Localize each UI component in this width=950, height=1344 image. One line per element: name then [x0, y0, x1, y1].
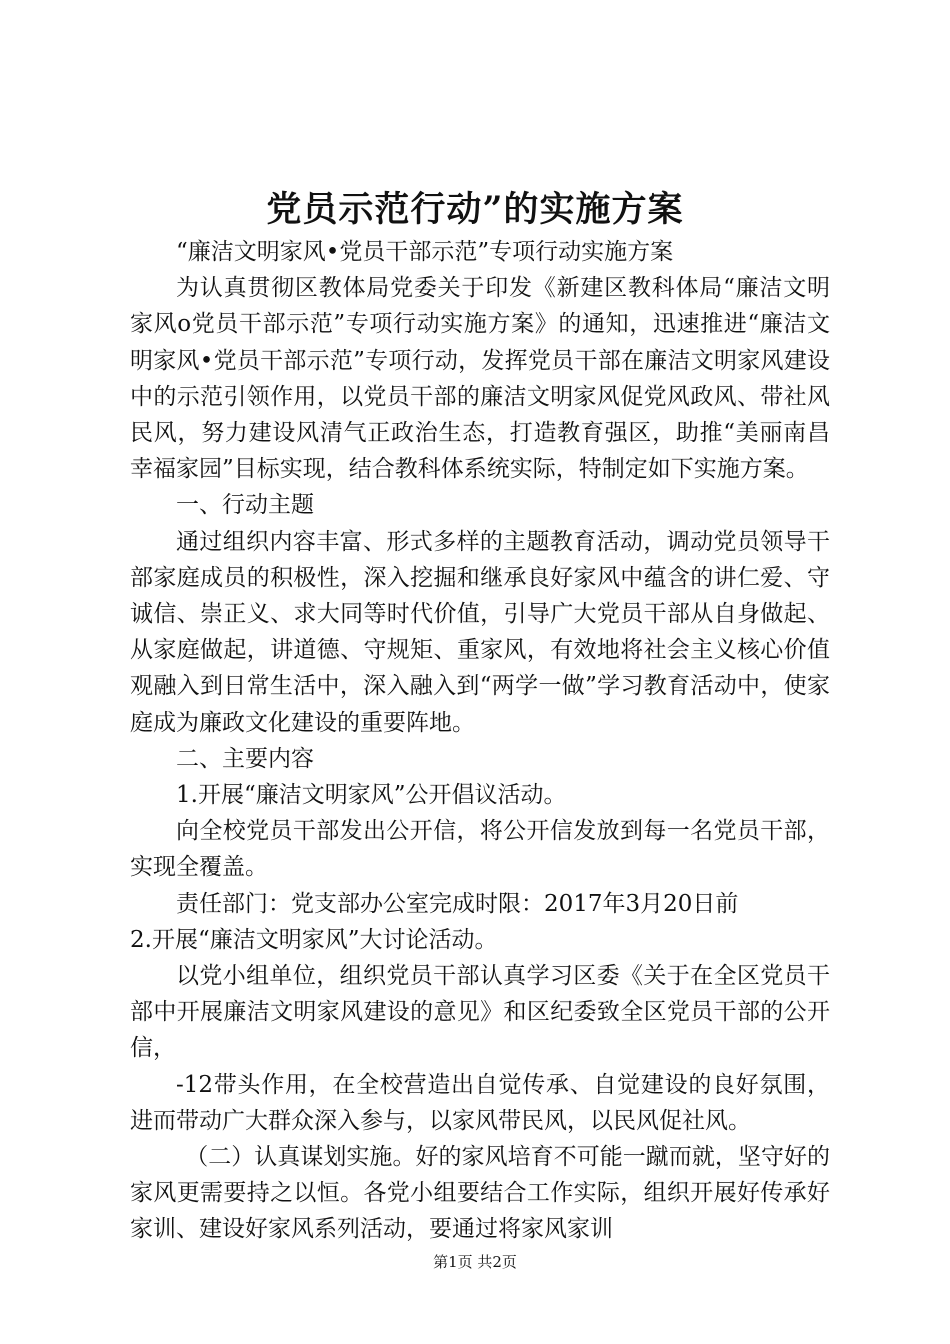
section-heading-theme: 一、行动主题 [176, 492, 314, 519]
intro-paragraph: 为认真贯彻区教体局党委关于印发《新建区教科体局“廉洁文明家风o党员干部示范”专项行动实施方案》的通知，迅速推进“廉洁文明家风•党员干部示范”专项行动，发挥党员干部在廉洁文明家风建设中的示范引领作用，以党员干部的廉洁文明家风促党风政风、带社风民风，努力建设风清气正政治生态，打造教育强区，助推“美丽南昌幸福家园”目标实现，结合教科体系统实际，特制定如下实施方案。 [130, 275, 830, 483]
item-1-heading: 1.开展“廉洁文明家风”公开倡议活动。 [176, 782, 567, 809]
responsibility-line: 责任部门：党支部办公室完成时限：2017年3月20日前 [176, 890, 739, 917]
theme-paragraph: 通过组织内容丰富、形式多样的主题教育活动，调动党员领导干部家庭成员的积极性，深入挖掘和继承良好家风中蕴含的讲仁爱、守诚信、崇正义、求大同等时代价值，引导广大党员干部从自身做起、从家庭做起，讲道德、守规矩、重家风，有效地将社会主义核心价值观融入到日常生活中，深入融入到“两学一做”学习教育活动中，使家庭成为廉政文化建设的重要阵地。 [130, 528, 830, 736]
implementation-paragraph: （二）认真谋划实施。好的家风培育不可能一蹴而就，坚守好的家风更需要持之以恒。各党小组要结合工作实际，组织开展好传承好家训、建设好家风系列活动，要通过将家风家训 [130, 1144, 830, 1243]
document-body [130, 234, 830, 1248]
item-1-paragraph: 向全校党员干部发出公开信，将公开信发放到每一名党员干部，实现全覆盖。 [130, 818, 830, 881]
item-2-paragraph: 以党小组单位，组织党员干部认真学习区委《关于在全区党员干部中开展廉洁文明家风建设的意见》和区纪委致全区党员干部的公开信， [130, 963, 830, 1062]
subtitle-paragraph: “廉洁文明家风•党员干部示范”专项行动实施方案 [176, 239, 674, 265]
role-paragraph: -12带头作用，在全校营造出自觉传承、自觉建设的良好氛围，进而带动广大群众深入参与，以家风带民风，以民风促社风。 [130, 1071, 830, 1134]
document-title: 党员示范行动”的实施方案 [266, 189, 684, 230]
section-heading-content: 二、主要内容 [176, 745, 314, 772]
page-footer: 第1页 共2页 [433, 1253, 517, 1271]
item-2-heading: 2.开展“廉洁文明家风”大讨论活动。 [130, 926, 498, 953]
